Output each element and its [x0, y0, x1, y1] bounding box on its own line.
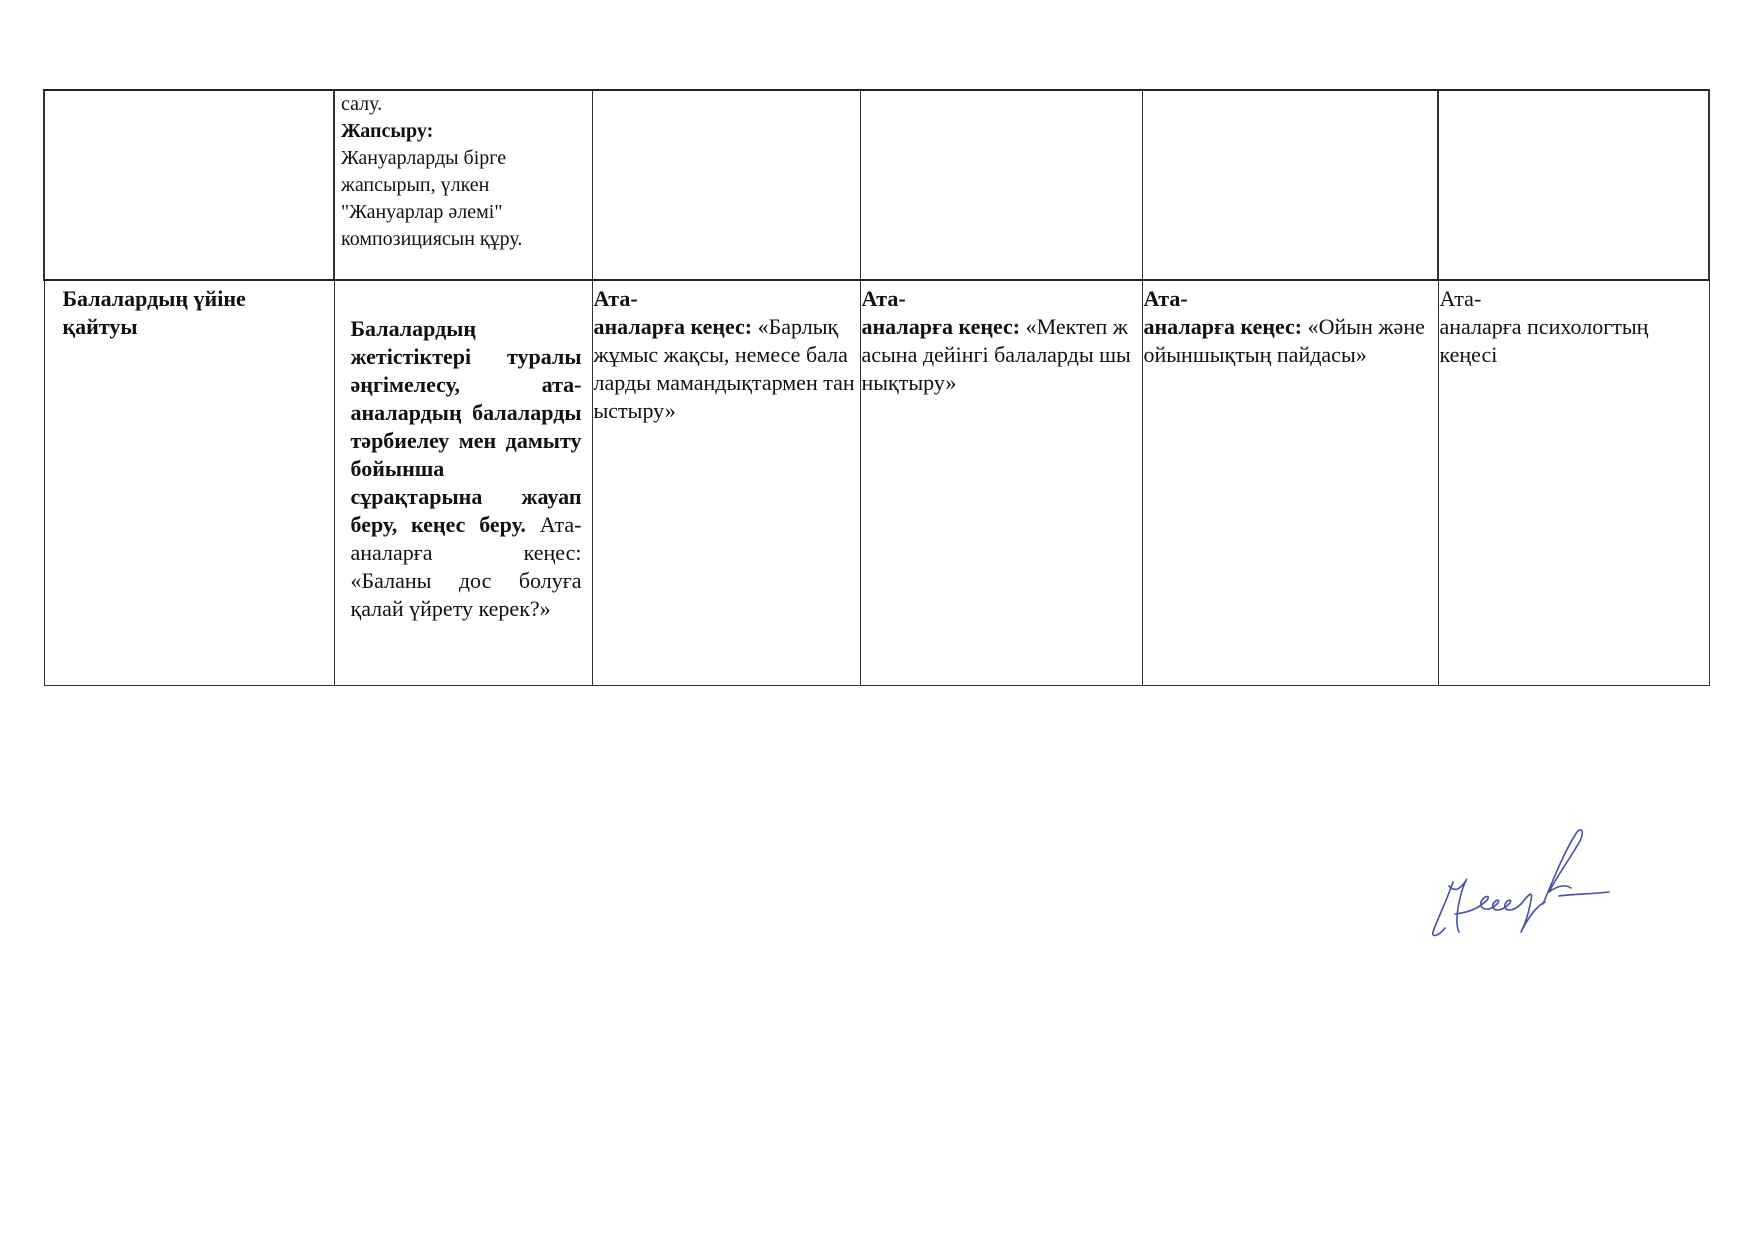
day2-bold-line1: Ата- [861, 286, 906, 311]
table-cell-empty [44, 90, 334, 280]
table-cell-day1 [592, 280, 860, 686]
row-title: Балалардың үйіне қайтуы [62, 286, 246, 339]
day1-advice: «Барлық жұмыс жақсы, немесе балаларды мамандықтармен таныстыру» [593, 314, 855, 423]
table-cell-empty [1142, 90, 1438, 280]
general-bold-text: Балалардың жетістіктері туралы әңгімелесу, ата-аналардың балаларды тәрбиелеу мен дамыту бойынша сұрақтарына жауап беру, кеңес беру. [350, 316, 582, 537]
day3-bold-line2: аналарға кеңес: [1143, 314, 1303, 339]
signature-stroke [1433, 882, 1453, 935]
day2-advice: «Мектеп жасына дейінгі балаларды шынықтыру» [861, 314, 1131, 395]
day3-text [1143, 281, 1438, 369]
table-cell-day4 [1438, 280, 1709, 686]
table-cell-row-title [44, 280, 334, 686]
day2-bold-line2: аналарға кеңес: [861, 314, 1021, 339]
signature-stroke [1455, 897, 1521, 915]
day4-line1: Ата- [1439, 286, 1482, 311]
day1-bold-line2: аналарға кеңес: [593, 314, 753, 339]
day1-text [593, 281, 860, 425]
signature-strokes [1433, 830, 1609, 936]
general-text [335, 281, 592, 623]
day4-text [1439, 281, 1709, 369]
day4-line2: аналарға психологтың кеңесі [1439, 314, 1649, 367]
cell-heading: Жапсыру: [341, 120, 434, 142]
day2-text [861, 281, 1142, 397]
table-cell-empty [592, 90, 860, 280]
table-row [44, 280, 1709, 686]
cell-line: салу. [341, 93, 383, 115]
table-cell-activity [334, 90, 592, 280]
signature-stroke [1521, 894, 1545, 932]
table-cell-day2 [860, 280, 1142, 686]
table-cell-general [334, 280, 592, 686]
signature-stroke [1543, 830, 1582, 904]
signature-stroke [1559, 892, 1609, 896]
general-plain-text: Ата-аналарға кеңес: «Баланы дос болуға қалай үйрету керек?» [350, 512, 582, 621]
table-cell-day3 [1142, 280, 1438, 686]
table-cell-empty [860, 90, 1142, 280]
cell-text: Жануарларды бірге жапсырып, үлкен "Жануарлар әлемі" композициясын құру. [341, 147, 523, 250]
plan-table [43, 89, 1710, 686]
table-cell-empty [1438, 90, 1709, 280]
day1-bold-line1: Ата- [593, 286, 638, 311]
table-row [44, 90, 1709, 280]
day3-bold-line1: Ата- [1143, 286, 1188, 311]
handwritten-signature [1425, 820, 1625, 950]
day3-advice: «Ойын және ойыншықтың пайдасы» [1143, 314, 1425, 367]
